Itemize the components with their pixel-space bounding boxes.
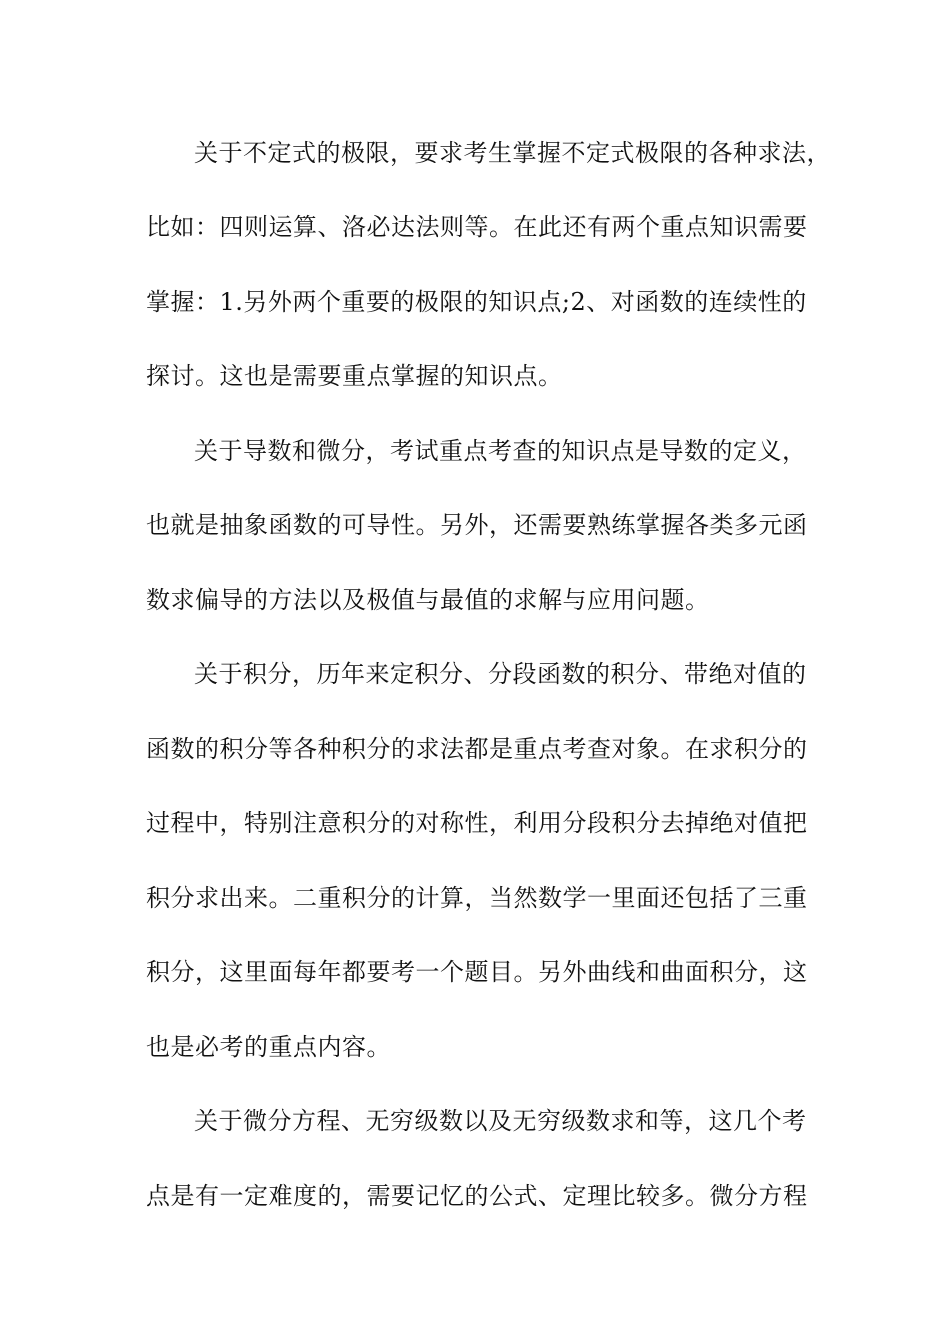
paragraph-1-line-4: 探讨。这也是需要重点掌握的知识点。: [146, 362, 563, 390]
paragraph-3-line-1: 关于积分，历年来定积分、分段函数的积分、带绝对值的: [194, 660, 807, 688]
paragraph-3-line-2: 函数的积分等各种积分的求法都是重点考查对象。在求积分的: [146, 735, 808, 763]
paragraph-4-line-1: 关于微分方程、无穷级数以及无穷级数求和等，这几个考: [194, 1107, 807, 1135]
paragraph-1-line-1: 关于不定式的极限，要求考生掌握不定式极限的各种求法，: [194, 139, 831, 167]
paragraph-2-line-3: 数求偏导的方法以及极值与最值的求解与应用问题。: [146, 586, 710, 614]
paragraph-3-line-5: 积分，这里面每年都要考一个题目。另外曲线和曲面积分，这: [146, 958, 808, 986]
paragraph-2-line-2: 也就是抽象函数的可导性。另外，还需要熟练掌握各类多元函: [146, 511, 808, 539]
paragraph-4-line-2: 点是有一定难度的，需要记忆的公式、定理比较多。微分方程: [146, 1182, 808, 1210]
paragraph-2-line-1: 关于导数和微分，考试重点考查的知识点是导数的定义，: [194, 437, 807, 465]
paragraph-1-line-2: 比如：四则运算、洛必达法则等。在此还有两个重点知识需要: [146, 213, 808, 241]
paragraph-1-line-3: 掌握：1.另外两个重要的极限的知识点;2、对函数的连续性的: [146, 288, 807, 316]
paragraph-3-line-4: 积分求出来。二重积分的计算，当然数学一里面还包括了三重: [146, 884, 808, 912]
paragraph-3-line-6: 也是必考的重点内容。: [146, 1033, 391, 1061]
paragraph-3-line-3: 过程中，特别注意积分的对称性，利用分段积分去掉绝对值把: [146, 809, 808, 837]
